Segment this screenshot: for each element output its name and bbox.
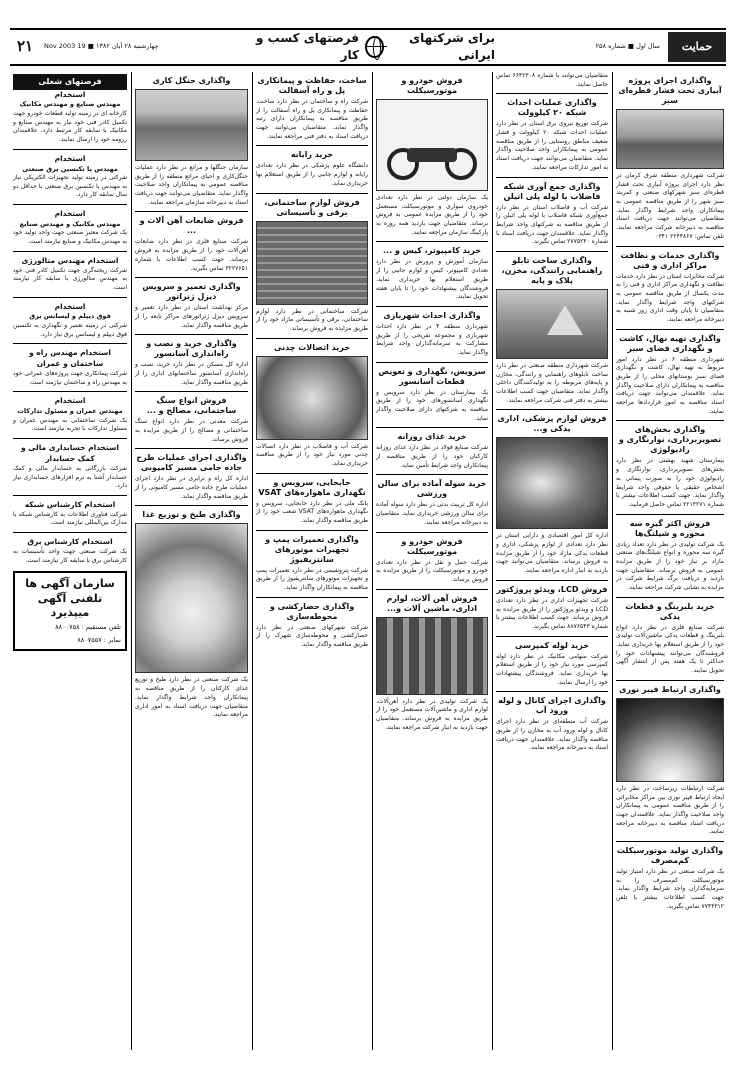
headline: خرید کامپیوتر، کیس و ... xyxy=(383,246,481,256)
article-text: یک شرکت تولیدی در نظر دارد آهن‌آلات، لوازم اداری و ماشین‌آلات مستعمل خود را از طریق مزایده به فروش برساند. متقاضیان جهت بازدید به انبار شرکت مراجعه نمایند. xyxy=(376,697,488,731)
article-text: شرکت سهامی مکانیک در نظر دارد لوله کمپرسی مورد نیاز خود را از طریق استعلام بها خریداری نماید. فروشندگان پیشنهادات خود را ارسال نمایند. xyxy=(496,652,608,686)
article-text: متقاضیان می‌توانند با شماره ۶۶۴۲۳۰۸ تماس حاصل نمایند. xyxy=(496,72,608,88)
article-text: دانشگاه علوم پزشکی در نظر دارد تعدادی رایانه و لوازم جانبی را از طریق استعلام بها خریداری نماید. xyxy=(256,162,368,187)
photo-machinery xyxy=(376,617,488,695)
article-text: سازمان جنگلها و مراتع در نظر دارد عملیات جنگل‌کاری و احیای مراتع منطقه را از طریق مناقصه عمومی به پیمانکاران واجد صلاحیت واگذار نماید. متقاضیان می‌توانند جهت دریافت اسناد به دبیرخانه سازمان مراجعه نمایند. xyxy=(135,164,248,206)
section-title: فرصتهای شغلی xyxy=(13,74,127,90)
headline: فروش ضایعات آهن آلات و ... xyxy=(139,216,244,236)
photo-forest xyxy=(135,89,248,161)
article-text: یک سازمان دولتی در نظر دارد تعدادی خودروی سواری و موتورسیکلت مستعمل خود را از طریق مزایده عمومی به فروش برساند. متقاضیان جهت بازدید همه روزه به پارکینگ سازمان مراجعه نمایند. xyxy=(376,194,488,236)
ad-fax: نمابر : ۸۸۰۷۵۵۷ xyxy=(77,635,121,644)
headline: خرید غذای روزانه xyxy=(397,432,467,442)
article-text: سازمان آموزش و پرورش در نظر دارد تعدادی کامپیوتر، کیس و لوازم جانبی را از طریق استعلام بها خریداری نماید. فروشندگان پیشنهادات خود را تا پایان هفته تحویل نمایند. xyxy=(376,258,488,301)
newspaper-logo: حمایت xyxy=(668,32,726,62)
article-text: شرکت شهرداری منطقه شرق کرمان در نظر دارد اجرای پروژه آبیاری تحت فشار قطره‌ای سبز شهرکهای صنعتی و کمربند سبز شهر را از طریق مناقصه عمومی به پیمانکاران واجد شرایط واگذار نماید. متقاضیان می‌توانند جهت دریافت اسناد مناقصه به دبیرخانه شرکت مراجعه نمایند. تلفن تماس: ۲۲۴۴۸۶۷ ۰۳۴۱ xyxy=(616,172,724,240)
job-listing: استخدام مهندس راه و ساختمان و عمران شرکت پیمانکاری جهت پروژه‌های عمرانی خود به مهندس راه و ساختمان نیازمند است. xyxy=(13,348,127,386)
headline: واگذاری اجرای عملیات طرح جاده جامی مسیر کامیونی xyxy=(136,453,247,473)
headline: فروش LCD، ویدئو پروژکتور xyxy=(496,584,608,594)
headline: سرویس، نگهداری و تعویض قطعات آسانسور xyxy=(378,366,486,386)
column-3 xyxy=(373,72,491,1050)
headline: واگذاری تعمیرات پمپ و تجهیزات موتورهای سانتریفیوژ xyxy=(265,534,359,564)
article-text: اداره کل تربیت بدنی در نظر دارد سوله آماده برای سالن ورزشی خریداری نماید. متقاضیان به دبیرخانه مراجعه نمایند. xyxy=(376,501,488,526)
article-text: شرکت تجهیزات اداری در نظر دارد تعدادی LCD و ویدئو پروژکتور را از طریق مزایده به فروش برساند. جهت کسب اطلاعات بیشتر با شماره ۸۸۷۶۵۴۳ تماس بگیرید. xyxy=(496,596,608,630)
headline: جابجایی، سرویس و نگهداری ماهواره‌های VSAT xyxy=(258,477,366,497)
article-text: شرکت ارتباطات زیرساخت در نظر دارد ایجاد ارتباط فیبر نوری بین مراکز مخابراتی را از طریق مناقصه عمومی به پیمانکاران واجد صلاحیت واگذار نماید. علاقمندان جهت دریافت اسناد مناقصه به دبیرخانه مراجعه نمایند. xyxy=(616,784,724,836)
article-text: شرکت آب و فاضلاب در نظر دارد اتصالات چدنی مورد نیاز خود را از طریق مناقصه خریداری نماید. xyxy=(256,442,368,467)
headline: واگذاری حصارکشی و محوطه‌سازی xyxy=(269,601,355,621)
article-text: اداره کل مسکن در نظر دارد خرید، نصب و راه‌اندازی آسانسور ساختمانهای اداری را از طریق مناقصه واگذار نماید. xyxy=(135,361,248,386)
headline: خرید بلبرینگ و قطعات یدکی xyxy=(625,601,715,621)
article-text: یک شرکت تولیدی در نظر دارد تعداد زیادی گیره سه محوره و انواع شیلنگ‌های صنعتی مازاد بر نیاز خود را از طریق مزایده عمومی به فروش برساند. متقاضیان جهت بازدید و دریافت برگ شرایط شرکت در مزایده به نشانی شرکت مراجعه نمایند. xyxy=(616,540,724,591)
article-text: شرکت آب و فاضلاب استان در نظر دارد جمع‌آوری شبکه فاضلاب با لوله پلی اتیلن را از طریق مناقصه به شرکتهای واجد شرایط واگذار نماید. علاقمندان جهت دریافت اسناد با شماره ۲۷۷۵۲۴۰ تماس بگیرند. xyxy=(496,203,608,246)
photo-food xyxy=(135,523,248,673)
issue-number: سال اول ■ شماره ۲۵۸ xyxy=(595,42,660,51)
article-text: شرکت صنایع فلزی در نظر دارد ضایعات آهن‌آلات خود را از طریق مزایده به فروش برساند. جهت کسب اطلاعات با شماره ۳۲۲۷۶۵۱ تماس بگیرید. xyxy=(135,238,248,272)
page-title xyxy=(255,30,495,64)
headline: واگذاری جنگل کاری xyxy=(152,76,231,85)
photo-medical-equipment xyxy=(496,437,608,529)
page-number: ۲۱ xyxy=(16,37,34,56)
headline: خرید لوله کمپرسی xyxy=(514,640,590,650)
headline: واگذاری جمع آوری شبکه فاضلاب با لوله پلی اتیلن xyxy=(503,181,601,201)
headline: خرید اتصالات چدنی xyxy=(273,342,351,352)
job-listing: استخدام حسابداری مالی و کمک حسابدار شرکت بازرگانی به حسابدار مالی و کمک حسابدار آشنا به نرم افزارهای حسابداری نیاز دارد. xyxy=(13,443,127,490)
job-listing: استخدام مهندس صنایع و مهندس مکانیک کارخانه ای در زمینه تولید قطعات خودرو جهت تکمیل کادر فنی خود نیاز به مهندس صنایع و مکانیک با سابقه کار مرتبط دارد. علاقمندان رزومه خود را ارسال نمایند. xyxy=(13,89,127,143)
article-text: شرکت آب منطقه‌ای در نظر دارد اجرای کانال و لوله ورود آب به مخازن را از طریق مناقصه واگذار نماید. علاقمندان جهت دریافت اسناد به دبیرخانه مراجعه نمایند. xyxy=(496,718,608,752)
headline: واگذاری تعمیر و سرویس دیزل ژنراتور xyxy=(142,282,241,302)
photo-building-materials xyxy=(256,221,368,305)
article-text: شرکت صنایع فلزی در نظر دارد انواع بلبرینگ و قطعات یدکی ماشین‌آلات تولیدی خود را از طریق استعلام بها خریداری نماید. فروشندگان می‌توانند پیشنهادات خود را حداکثر تا یک هفته پس از انتشار آگهی تحویل نمایند. xyxy=(616,623,724,675)
job-listing: استخدام مهندس متالورژی شرکت ریخته‌گری جهت تکمیل کادر فنی خود به مهندس متالورژی با سابقه کار نیازمند است. xyxy=(13,255,127,291)
article-text: شرکت ساختمانی در نظر دارد لوازم ساختمانی، برقی و تأسیساتی مازاد خود را از طریق مزایده به فروش برساند. xyxy=(256,307,368,332)
article-text: شرکت شهرکهای صنعتی در نظر دارد حصارکشی و محوطه‌سازی شهرک را از طریق مناقصه واگذار نماید. xyxy=(256,623,368,649)
photo-road-signs xyxy=(496,289,608,359)
article-text: بیمارستان شهید بهشتی در نظر دارد بخش‌های تصویربرداری، نوارنگاری و رادیولوژی خود را به صورت پیمانی به اشخاص حقیقی یا حقوقی واجد شرایط واگذار نماید. جهت کسب اطلاعات بیشتر با شماره ۲۲۱۴۲۷۱ تماس حاصل فرمایید. xyxy=(616,457,724,508)
headline: فروش انواع سنگ ساختمانی، مصالح و ... xyxy=(146,396,237,416)
headline: واگذاری اجرای پروژه آبیاری تحت فشار قطره‌ای سبز xyxy=(618,76,722,105)
headline: واگذاری عملیات احداث شبکه ۲۰ کیلوولت xyxy=(507,98,597,118)
headline: فروش آهن آلات، لوازم اداری، ماشین آلات و... xyxy=(386,593,478,613)
headline: فروش اکثر گیره سه محوره و شیلنگ‌ها xyxy=(629,518,711,538)
article-text: شرکت مخابرات استان در نظر دارد خدمات نظافت و نگهداری مراکز اداری و فنی را به مدت یکسال از طریق مناقصه عمومی به شرکتهای واجد شرایط واگذار نماید. متقاضیان تا پایان وقت اداری روز شنبه به دبیرخانه مراجعه نمایند. xyxy=(616,272,724,323)
title-right: فرصتهای کسب و کار xyxy=(256,30,359,62)
headline: واگذاری تهیه نهال، کاشت و نگهداری فضای سبز xyxy=(619,333,721,353)
headline: فروش لوازم پزشکی، اداری یدکی و... xyxy=(497,414,607,434)
headline: خرید سوله آماده برای سالن ورزشی xyxy=(377,479,487,499)
article-text: شرکت شهرداری منطقه صنعتی در نظر دارد ساخت تابلوهای راهنمایی و رانندگی، مخازن و پایه‌های مربوطه را به تولیدکنندگان داخلی واگذار نماید. متقاضیان جهت کسب اطلاعات بیشتر به دفتر فنی شرکت مراجعه نمایند. xyxy=(496,361,608,404)
article-text: شرکت معدنی در نظر دارد انواع سنگ ساختمانی و مصالح را از طریق مزایده به فروش برساند. xyxy=(135,418,248,443)
job-listing: استخدام کارشناس برق یک شرکت صنعتی جهت واحد تأسیسات به کارشناس برق با سابقه کار نیازمند است. xyxy=(13,537,127,564)
ad-phone: تلفن مستقیم : ۸۸۰۰۷۵۸ xyxy=(55,623,121,632)
headline: واگذاری اجرای کانال و لوله ورود آب xyxy=(498,696,606,716)
column-4 xyxy=(253,72,371,1050)
masthead xyxy=(10,28,726,66)
issue-date: چهارشنبه ۲۸ آبان ۱۳۸۲ ■ 19 Nov 2003 xyxy=(44,42,159,51)
job-listing: استخدام کارشناس شبکه شرکت فناوری اطلاعات به کارشناس شبکه با مدارک بین‌المللی نیازمند است. xyxy=(13,499,127,527)
ad-box xyxy=(13,571,127,651)
column-6-jobs xyxy=(10,72,130,1050)
article-text: شهرداری منطقه ۶ در نظر دارد امور مربوط به تهیه نهال، کاشت و نگهداری فضای سبز بوستانهای محلی را از طریق مناقصه به پیمانکاران دارای صلاحیت واگذار نماید. علاقمندان می‌توانند جهت دریافت اسناد مناقصه به امور قراردادها مراجعه نمایند. xyxy=(616,355,724,415)
headline: فروش لوازم ساختمانی، برقی و تأسیساتی xyxy=(264,197,360,217)
headline: واگذاری احداث شهربازی xyxy=(383,310,481,320)
article-text: یک بیمارستان در نظر دارد سرویس و نگهداری آسانسورهای خود را از طریق مناقصه به شرکتهای دارای صلاحیت واگذار نماید. xyxy=(376,388,488,422)
article-text: اداره کل راه و ترابری در نظر دارد اجرای عملیات طرح جاده جامی مسیر کامیونی را از طریق مناقصه واگذار نماید. xyxy=(135,475,248,500)
headline: واگذاری خرید و نصب و راه‌اندازی آسانسور xyxy=(146,339,237,359)
ad-title: سازمان آگهی ها xyxy=(25,577,115,591)
headline: واگذاری طبخ و توزیع غذا xyxy=(142,510,241,520)
article-text: شرکت حمل و نقل در نظر دارد تعدادی خودرو و موتورسیکلت را از طریق مزایده به فروش برساند. xyxy=(376,558,488,583)
column-1 xyxy=(613,72,727,1050)
headline: خرید رایانه xyxy=(290,150,334,160)
globe-icon xyxy=(365,36,384,58)
article-text: شهرداری منطقه ۴ در نظر دارد احداث شهربازی و مجموعه تفریحی را از طریق مشارکت به سرمایه‌گذاران واجد شرایط واگذار نماید. xyxy=(376,322,488,356)
article-text: یک شرکت صنعتی در نظر دارد طبخ و توزیع غذای کارکنان را از طریق مناقصه به پیمانکاران واجد شرایط واگذار نماید. متقاضیان جهت دریافت اسناد به امور اداری مراجعه نمایند. xyxy=(135,676,248,719)
photo-fiber-optic xyxy=(616,698,724,782)
article-text: یک شرکت صنعتی در نظر دارد امتیاز تولید موتورسیکلت کم‌مصرف را به سرمایه‌گذاران واجد شرایط واگذار نماید. جهت کسب اطلاعات بیشتر با تلفن ۷۷۴۴۳۱۲ تماس بگیرید. xyxy=(616,867,724,910)
job-listing: استخدام فوق دیپلم و لیسانس برق شرکتی در زمینه تعمیر و نگهداری به تکنسین فوق دیپلم و لیسانس برق نیاز دارد. xyxy=(13,301,127,338)
photo-cast-iron-fittings xyxy=(256,356,368,440)
job-listing: استخدام مهندس یا تکنسین برق صنعتی شرکتی در زمینه تولید تجهیزات الکتریکی نیاز به مهندس یا تکنسین برق صنعتی با حداقل دو سال سابقه کار دارد. xyxy=(13,153,127,199)
article-text: شرکت توزیع نیروی برق استان در نظر دارد عملیات احداث شبکه ۲۰ کیلوولت و فشار ضعیف مناطق روستایی را از طریق مناقصه عمومی به پیمانکاران واجد صلاحیت واگذار نماید. متقاضیان می‌توانند جهت دریافت اسناد به امور تدارکات مراجعه نمایند. xyxy=(496,120,608,171)
title-left: برای شرکتهای ایرانی xyxy=(409,30,495,62)
headline: ساخت، حفاظت و پیمانکاری پل و راه آسفالت xyxy=(257,76,367,95)
article-text: بانک ملی در نظر دارد جابجایی، سرویس و نگهداری ماهواره‌های VSAT شعب خود را از طریق مناقصه واگذار نماید. xyxy=(256,499,368,524)
job-listing: استخدام مهندس عمران و مسئول تدارکات یک شرکت ساختمانی به مهندس عمران و مسئول تدارکات با تجربه نیازمند است. xyxy=(13,396,127,433)
headline: واگذاری تولید موتورسیکلت کم‌مصرف xyxy=(616,845,724,865)
article-text: شرکت پتروشیمی در نظر دارد تعمیرات پمپ و تجهیزات موتورهای سانتریفیوژ را از طریق مناقصه به پیمانکاران واگذار نماید. xyxy=(256,566,368,592)
job-listing: استخدام مهندس مکانیک و مهندس صنایع یک شرکت معتبر صنعتی جهت واحد تولید خود به مهندس مکانیک و صنایع نیازمند است. xyxy=(13,209,127,245)
column-2 xyxy=(493,72,611,1050)
ad-subtitle: تلفنی آگهی میپذیرد xyxy=(37,591,103,619)
headline: واگذاری بخش‌های تصویربرداری، نوارنگاری و رادیولوژی xyxy=(618,425,722,455)
headline: فروش خودرو و موتورسیکلت xyxy=(401,76,463,95)
article-text: مرکز بهداشت استان در نظر دارد تعمیر و سرویس دیزل ژنراتورهای مراکز تابعه را از طریق مناقصه واگذار نماید. xyxy=(135,304,248,329)
headline: واگذاری خدمات و نظافت مراکز اداری و فنی xyxy=(620,250,720,270)
headline: واگذاری ارتباط فیبر نوری xyxy=(619,684,721,694)
headline: واگذاری ساخت تابلو راهنمایی رانندگی، مخزن، پلاک و پایه xyxy=(501,255,603,285)
article-text: شرکت راه و ساختمان در نظر دارد ساخت، حفاظت و پیمانکاری پل و راه آسفالت را از طریق مناقصه به پیمانکاران دارای رتبه واگذار نماید. متقاضیان می‌توانند جهت دریافت اسناد به دفتر فنی مراجعه نمایند. xyxy=(256,98,368,140)
photo-motorcycle xyxy=(376,99,488,191)
column-5 xyxy=(132,72,251,1050)
article-text: اداره کل امور اقتصادی و دارایی استان در نظر دارد تعدادی از لوازم پزشکی، اداری و قطعات یدکی مازاد خود را از طریق مزایده به فروش برساند. متقاضیان می‌توانند جهت بازدید به انبار اداره مراجعه نمایند. xyxy=(496,532,608,575)
headline: فروش خودرو و موتورسیکلت xyxy=(401,536,463,556)
photo-landscape xyxy=(616,109,724,169)
article-text: شرکت صنایع فولاد در نظر دارد غذای روزانه کارکنان خود را از طریق مناقصه از پیمانکاران واجد شرایط تأمین نماید. xyxy=(376,444,488,469)
